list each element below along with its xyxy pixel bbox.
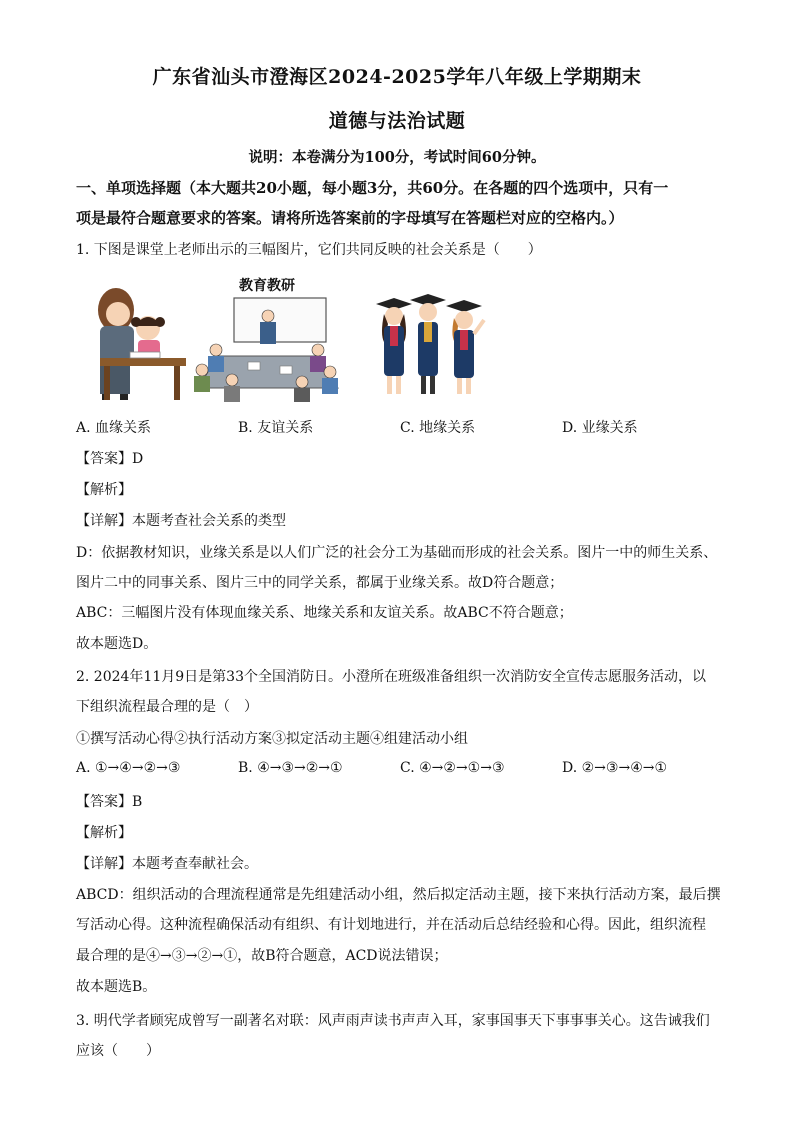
q2-explain-1: ABCD：组织活动的合理流程通常是先组建活动小组，然后拟定活动主题，接下来执行活动方案，最后撰	[76, 887, 721, 903]
picture-banner-label: 教育教研	[239, 278, 295, 294]
exam-note: 说明：本卷满分为100分，考试时间60分钟。	[248, 149, 546, 166]
q3-stem-1: 3. 明代学者顾宪成曾写一副著名对联：风声雨声读书声声入耳，家事国事天下事事事关心。这告诫我们	[76, 1013, 710, 1029]
q1-analysis-label: 【解析】	[76, 482, 132, 498]
q2-option-a[interactable]: A. ①→④→②→③	[76, 760, 181, 776]
q2-answer: 【答案】B	[76, 794, 143, 810]
q2-detail: 【详解】本题考查奉献社会。	[76, 856, 258, 872]
q1-option-a[interactable]: A. 血缘关系	[76, 420, 152, 436]
q2-option-c[interactable]: C. ④→②→①→③	[400, 760, 505, 776]
q2-option-b[interactable]: B. ④→③→②→①	[238, 760, 343, 776]
meeting-illustration	[188, 296, 346, 404]
section-heading-line1: 一、单项选择题（本大题共20小题，每小题3分，共60分。在各题的四个选项中，只有一	[76, 179, 669, 197]
q1-explain-1: D：依据教材知识，业缘关系是以人们广泛的社会分工为基础而形成的社会关系。图片一中的师生关系、	[76, 545, 718, 561]
q2-conclusion: 故本题选B。	[76, 979, 157, 995]
q1-explain-3: ABC：三幅图片没有体现血缘关系、地缘关系和友谊关系。故ABC不符合题意；	[76, 605, 573, 621]
q3-stem-2: 应该（ ）	[76, 1043, 160, 1059]
q1-option-c[interactable]: C. 地缘关系	[400, 420, 476, 436]
q1-option-b[interactable]: B. 友谊关系	[238, 420, 314, 436]
q2-stem-1: 2. 2024年11月9日是第33个全国消防日。小澄所在班级准备组织一次消防安全宣传志愿服务活动，以	[76, 669, 706, 685]
exam-title-line2: 道德与法治试题	[328, 110, 466, 132]
q1-answer: 【答案】D	[76, 451, 144, 467]
exam-title-line1: 广东省汕头市澄海区2024-2025学年八年级上学期期末	[152, 66, 642, 88]
q1-explain-2: 图片二中的同事关系、图片三中的同学关系，都属于业缘关系。故D符合题意；	[76, 575, 564, 591]
graduates-illustration	[372, 294, 488, 398]
q1-detail: 【详解】本题考查社会关系的类型	[76, 513, 286, 529]
q2-explain-2: 写活动心得。这种流程确保活动有组织、有计划地进行，并在活动后总结经验和心得。因此，组织流程	[76, 917, 706, 933]
q1-conclusion: 故本题选D。	[76, 636, 158, 652]
q2-explain-3: 最合理的是④→③→②→①，故B符合题意，ACD说法错误；	[76, 948, 448, 964]
q2-stem-2: 下组织流程最合理的是（ ）	[76, 699, 258, 715]
q1-option-d[interactable]: D. 业缘关系	[562, 420, 638, 436]
q2-items: ①撰写活动心得②执行活动方案③拟定活动主题④组建活动小组	[76, 731, 468, 747]
teacher-student-illustration	[86, 280, 186, 402]
q2-option-d[interactable]: D. ②→③→④→①	[562, 760, 668, 776]
section-heading-line2: 项是最符合题意要求的答案。请将所选答案前的字母填写在答题栏对应的空格内。）	[76, 209, 624, 227]
q2-analysis-label: 【解析】	[76, 825, 132, 841]
q1-stem: 1. 下图是课堂上老师出示的三幅图片，它们共同反映的社会关系是（ ）	[76, 242, 542, 258]
